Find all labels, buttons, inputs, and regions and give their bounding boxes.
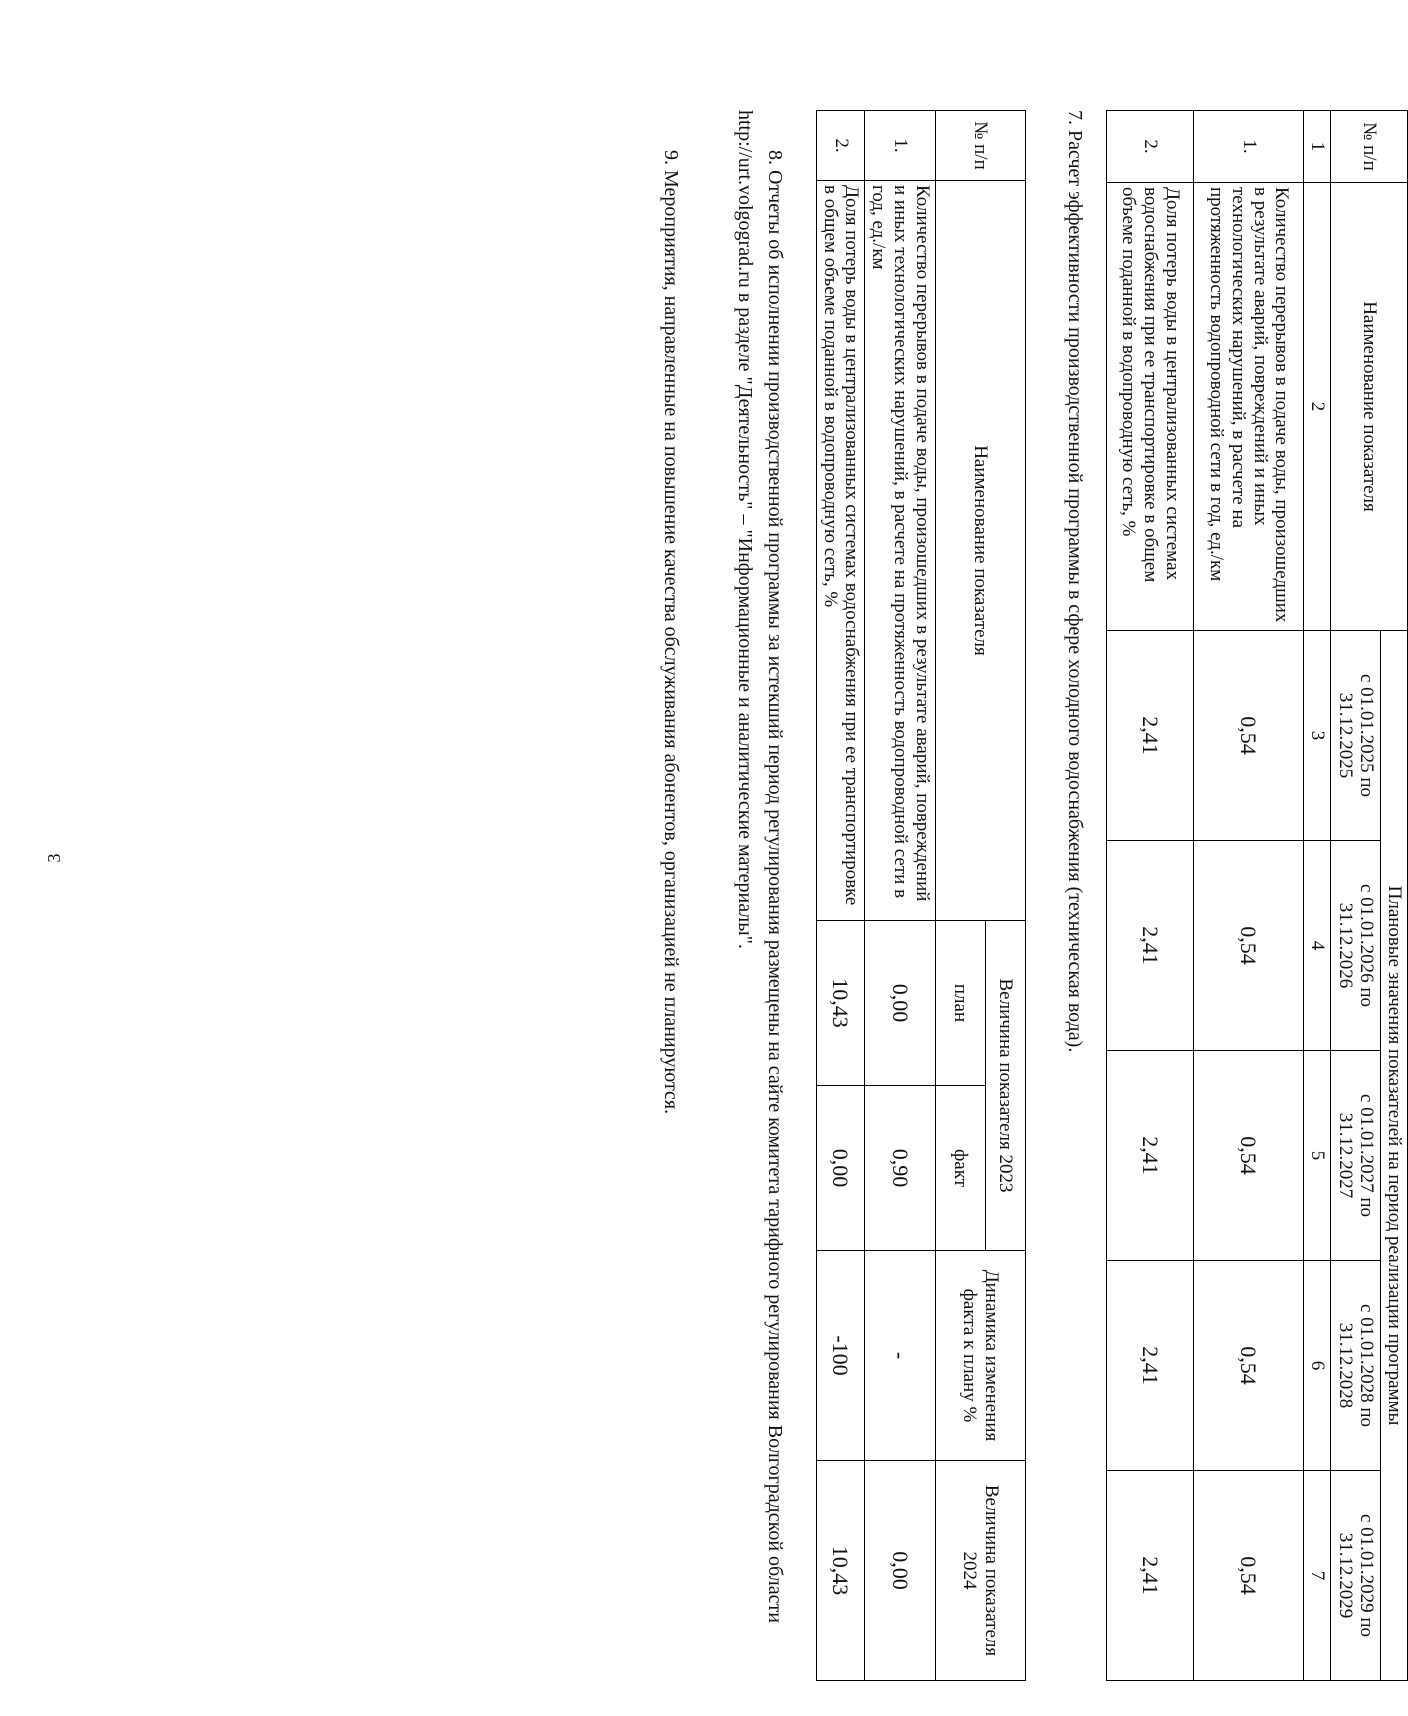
t1-header-num: № п/п [1331,111,1408,183]
t1-header-period: с 01.01.2025 по 31.12.2025 [1331,631,1381,841]
t2-header-2023: Величина показателя 2023 [986,921,1026,1251]
t2-row-name: Доля потерь воды в централизованных системах водоснабжения при ее транспортировке в общем объеме поданной в водопроводную сеть, % [816,181,865,921]
t1-row-value: 2,41 [1107,1261,1194,1471]
t1-row-name: Количество перерывов в подаче воды, произошедших в результате аварий, повреждений и иных технологических нарушений, в расчете на протяженность водопроводной сети в год, ед./км [1194,183,1304,631]
t1-row-value: 2,41 [1107,1051,1194,1261]
t2-header-num: № п/п [936,111,1026,181]
page-number: 3 [44,853,64,863]
table-row [865,111,936,1681]
t1-row-name: Доля потерь воды в централизованных системах водоснабжения при ее транспортировке в общем объеме поданной в водопроводную сеть, % [1107,183,1194,631]
t1-header-group: Плановые значения показателей на период реализации программы [1381,631,1408,1681]
t1-header-period: с 01.01.2027 по 31.12.2027 [1331,1051,1381,1261]
section-8-paragraph: 8. Отчеты об исполнении производственной программы за истекший период регулирования размещены на сайте комитета тарифного регулирования Волгоградской области http://urt.volgograd.ru в разделе "Деятельность" – "Информационные и аналитические материалы". [734,110,786,1623]
t1-col-number: 7 [1304,1471,1331,1681]
table-row [816,111,865,1681]
t1-row-num: 2. [1107,111,1194,183]
t2-header-dynamics: Динамика изменения факта к плану % [936,1251,1026,1461]
t1-row-value: 0,54 [1194,631,1304,841]
t1-row-value: 0,54 [1194,1471,1304,1681]
t2-row-fact: 0,90 [865,1086,936,1251]
t2-row-num: 1. [865,111,936,181]
t2-row-name: Количество перерывов в подаче воды, произошедших в результате аварий, повреждений и иных технологических нарушений, в расчете на протяженность водопроводной сети в год, ед./км [865,181,936,921]
t1-col-number: 6 [1304,1261,1331,1471]
t1-col-number: 4 [1304,841,1331,1051]
t1-header-name: Наименование показателя [1331,183,1408,631]
t2-header-2024: Величина показателя 2024 [936,1461,1026,1681]
section-9-paragraph: 9. Мероприятия, направленные на повышение качества обслуживания абонентов, организацией не планируются. [660,150,682,1115]
t2-row-value2024: 10,43 [816,1461,865,1681]
t1-col-number: 1 [1304,111,1331,183]
t1-row-value: 0,54 [1194,841,1304,1051]
t1-row-value: 2,41 [1107,631,1194,841]
t2-row-plan: 0,00 [865,921,936,1086]
t2-row-fact: 0,00 [816,1086,865,1251]
t2-row-plan: 10,43 [816,921,865,1086]
t1-row-value: 2,41 [1107,1471,1194,1681]
t2-header-name: Наименование показателя [936,181,1026,921]
t2-header-fact: факт [936,1086,986,1251]
t1-row-num: 1. [1194,111,1304,183]
section-7-heading: 7. Расчет эффективности производственной программы в сфере холодного водоснабжения (техническая вода). [1064,110,1086,1053]
t2-row-dynamics: -100 [816,1251,865,1461]
t1-col-number: 2 [1304,183,1331,631]
t2-row-num: 2. [816,111,865,181]
table-row [1194,111,1304,1681]
t1-row-value: 2,41 [1107,841,1194,1051]
t1-col-number: 3 [1304,631,1331,841]
t1-row-value: 0,54 [1194,1051,1304,1261]
t1-row-value: 0,54 [1194,1261,1304,1471]
t2-header-plan: план [936,921,986,1086]
t2-row-dynamics: - [865,1251,936,1461]
t1-header-period: с 01.01.2028 по 31.12.2028 [1331,1261,1381,1471]
table-row [1107,111,1194,1681]
t1-col-number: 5 [1304,1051,1331,1261]
rotated-page-content [508,110,1408,1680]
planned-indicators-table [1106,110,1408,1681]
t2-row-value2024: 0,00 [865,1461,936,1681]
efficiency-calculation-table [816,110,1026,1681]
t1-header-period: с 01.01.2026 по 31.12.2026 [1331,841,1381,1051]
t1-header-period: с 01.01.2029 по 31.12.2029 [1331,1471,1381,1681]
